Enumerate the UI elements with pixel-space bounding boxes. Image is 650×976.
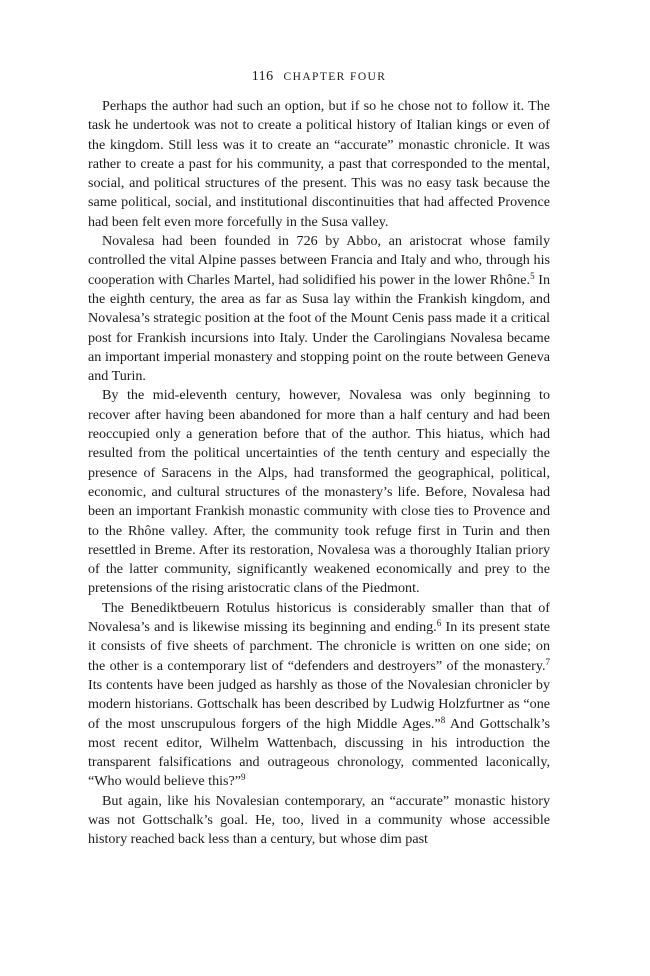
chapter-title: CHAPTER FOUR — [283, 71, 387, 83]
paragraph-text: And Gottschalk’s most recent editor, Wilhelm Wattenbach, discussing in his introduction the transparent falsifications and outrageous chronology, commented laconically, “Who would believe this?” — [88, 715, 550, 790]
paragraph-text: By the mid-eleventh century, however, Novalesa was only beginning to recover after having been abandoned for more than a half century and had been reoccupied only a generation before that of the author. This hiatus, which had resulted from the political uncertainties of the tenth century and especially the presence of Saracens in the Alps, had transformed the geographical, political, economic, and cultural structures of the monastery’s life. Before, Novalesa had been an important Frankish monastic community with close ties to Provence and to the Rhône valley. After, the community took refuge first in Turin and then resettled in Breme. After its restoration, Novalesa was a thoroughly Italian priory of the latter community, significantly weakened economically and prey to the pretensions of the rising aristocratic clans of the Piedmont. — [88, 387, 550, 597]
footnote-marker: 8 — [440, 714, 446, 725]
page-number: 116 — [251, 69, 274, 84]
paragraph-text: Novalesa had been founded in 726 by Abbo, an aristocrat whose family controlled the vital Alpine passes between Francia and Italy and who, through his cooperation with Charles Martel, had solidified his power in the lower Rhône. — [88, 233, 550, 288]
paragraph-text: Perhaps the author had such an option, but if so he chose not to follow it. The task he undertook was not to create a political history of Italian kings or even of the kingdom. Still less was it to create an “accurate” monastic chronicle. It was rather to create a past for his community, a past that corresponded to the mental, social, and political structures of the present. This was no easy task because the same political, social, and institutional discontinuities that had affected Provence had been felt even more forcefully in the Susa valley. — [88, 98, 550, 230]
footnote-marker: 6 — [436, 618, 442, 629]
paragraph-text: In the eighth century, the area as far as Susa lay within the Frankish kingdom, and Novalesa’s strategic position at the foot of the Mount Cenis pass made it a critical post for Frankish incursions into Italy. Under the Carolingians Novalesa became an important imperial monastery and stopping point on the route between Geneva and Turin. — [88, 271, 551, 385]
footnote-marker: 5 — [530, 270, 535, 281]
footnote-marker: 9 — [241, 772, 246, 783]
paragraph-text: In its present state it consists of five sheets of parchment. The chronicle is written on one side; on the other is a contemporary list of “defenders and destroyers” of the monastery. — [88, 619, 550, 674]
paragraph — [88, 792, 550, 850]
footnote-marker: 7 — [545, 656, 550, 667]
paragraph — [88, 97, 550, 232]
paragraph-text: The Benediktbeuern Rotulus historicus is considerably smaller than that of Novalesa’s and is likewise missing its beginning and ending. — [88, 599, 550, 636]
body-text — [88, 97, 550, 850]
book-page — [88, 66, 550, 850]
paragraph — [88, 599, 550, 792]
running-head — [88, 66, 550, 87]
paragraph-text: Its contents have been judged as harshly as those of the Novalesian chronicler by modern historians. Gottschalk has been described by Ludwig Holzfurtner as “one of the most unscrupulous forgers of the high Middle Ages.” — [88, 676, 550, 732]
paragraph — [88, 232, 550, 386]
paragraph-text: But again, like his Novalesian contemporary, an “accurate” monastic history was not Gottschalk’s goal. He, too, lived in a community whose accessible history reached back less than a century, but whose dim past — [88, 792, 550, 848]
paragraph — [88, 386, 550, 598]
